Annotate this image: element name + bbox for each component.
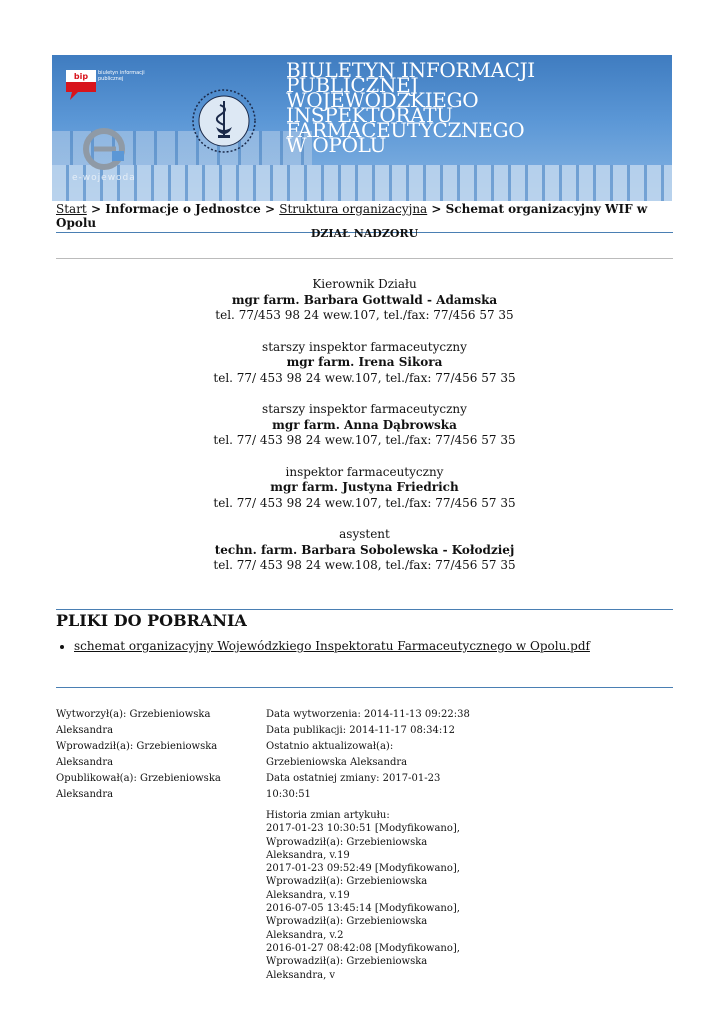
staff-role: Kierownik Działu	[312, 277, 417, 291]
files-heading: PLIKI DO POBRANIA	[56, 611, 247, 630]
meta-created-date: Data wytworzenia: 2014-11-13 09:22:38	[266, 709, 470, 720]
staff-item	[56, 527, 673, 574]
staff-name: mgr farm. Anna Dąbrowska	[272, 417, 457, 432]
breadcrumb-separator: >	[86, 202, 106, 216]
file-download-link[interactable]: schemat organizacyjny Wojewódzkiego Inspektoratu Farmaceutycznego w Opolu.pdf	[74, 639, 590, 653]
staff-role: asystent	[339, 527, 390, 541]
banner-title: BIULETYN INFORMACJI PUBLICZNEJ WOJEWÓDZKIEGO INSPEKTORATU FARMACEUTYCZNEGO W OPOLU	[286, 58, 535, 157]
meta-last-change: Data ostatniej zmiany: 2017-01-23 10:30:51	[266, 773, 441, 800]
bip-logo-text: biuletyn informacji publicznej	[98, 70, 145, 82]
meta-entered-by: Wprowadził(a): Grzebieniowska Aleksandra	[56, 741, 218, 768]
building-image	[52, 165, 672, 201]
files-list	[56, 639, 590, 653]
e-wojewoda-logo-icon[interactable]	[82, 127, 126, 171]
staff-item	[56, 340, 673, 387]
meta-published-by: Opublikował(a): Grzebieniowska Aleksandra	[56, 773, 221, 800]
breadcrumb-start-link[interactable]: Start	[56, 202, 87, 216]
staff-item	[56, 402, 673, 449]
change-history	[266, 809, 476, 982]
meta-created-by: Wytworzył(a): Grzebieniowska Aleksandra	[56, 709, 211, 736]
staff-name: mgr farm. Irena Sikora	[286, 355, 443, 369]
staff-role: starszy inspektor farmaceutyczny	[262, 339, 467, 354]
history-entry: 2016-01-27 08:42:08 [Modyfikowano], Wprowadził(a): Grzebieniowska Aleksandra, v	[266, 942, 460, 981]
staff-name: mgr farm. Barbara Gottwald - Adamska	[231, 292, 498, 307]
breadcrumb-separator: >	[260, 202, 280, 216]
staff-item	[56, 277, 673, 324]
staff-name: techn. farm. Barbara Sobolewska - Kołodziej	[214, 542, 515, 557]
metadata-authors	[56, 707, 266, 803]
staff-role: inspektor farmaceutyczny	[285, 464, 444, 479]
breadcrumb-current: Schemat organizacyjny WIF w Opolu	[56, 202, 648, 230]
divider	[56, 609, 673, 610]
staff-contact: tel. 77/ 453 98 24 wew.108, tel./fax: 77/456 57 35	[213, 558, 516, 572]
staff-name: mgr farm. Justyna Friedrich	[270, 480, 459, 494]
metadata-dates	[266, 707, 476, 982]
bip-logo-icon[interactable]	[66, 70, 96, 102]
staff-contact: tel. 77/453 98 24 wew.107, tel./fax: 77/456 57 35	[215, 308, 514, 322]
divider	[56, 687, 673, 688]
breadcrumb-structure-link[interactable]: Struktura organizacyjna	[279, 202, 428, 216]
staff-contact: tel. 77/ 453 98 24 wew.107, tel./fax: 77/456 57 35	[213, 495, 516, 510]
staff-contact: tel. 77/ 453 98 24 wew.107, tel./fax: 77/456 57 35	[213, 433, 516, 447]
history-title: Historia zmian artykułu:	[266, 810, 390, 821]
history-entry: 2017-01-23 10:30:51 [Modyfikowano], Wprowadził(a): Grzebieniowska Aleksandra, v.19	[266, 823, 460, 861]
section-title: DZIAŁ NADZORU	[310, 227, 419, 240]
staff-role: starszy inspektor farmaceutyczny	[262, 402, 467, 416]
e-wojewoda-text: e-wojewoda	[72, 173, 136, 183]
meta-published-date: Data publikacji: 2014-11-17 08:34:12	[266, 725, 455, 736]
history-entry: 2017-01-23 09:52:49 [Modyfikowano], Wprowadził(a): Grzebieniowska Aleksandra, v.19	[266, 863, 460, 901]
divider	[56, 258, 673, 259]
list-item	[74, 639, 590, 653]
caduceus-seal-icon	[190, 87, 258, 155]
svg-text:bip: bip	[73, 72, 89, 81]
staff-list	[56, 277, 673, 590]
staff-item	[56, 465, 673, 512]
breadcrumb-item-jednostka: Informacje o Jednostce	[105, 202, 261, 216]
history-entry: 2016-07-05 13:45:14 [Modyfikowano], Wprowadził(a): Grzebieniowska Aleksandra, v.2	[266, 903, 460, 941]
staff-contact: tel. 77/ 453 98 24 wew.107, tel./fax: 77/456 57 35	[213, 370, 516, 385]
meta-updated-by: Ostatnio aktualizował(a): Grzebieniowska Aleksandra	[266, 741, 408, 768]
header-banner	[52, 55, 672, 201]
breadcrumb-separator: >	[427, 202, 446, 216]
